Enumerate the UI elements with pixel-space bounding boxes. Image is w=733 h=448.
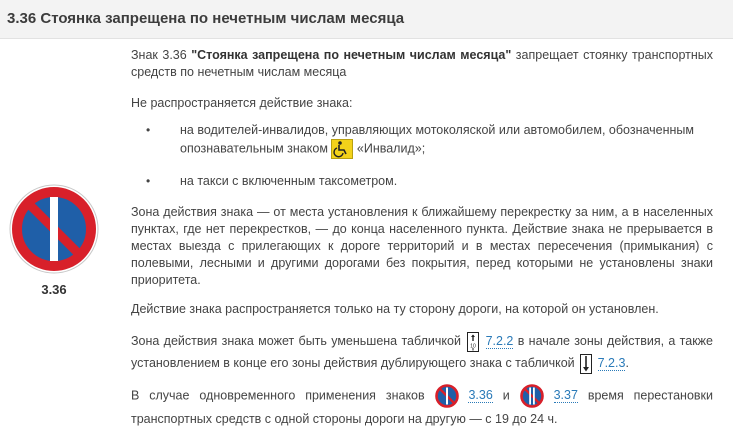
plate-7-2-2-icon xyxy=(467,332,479,352)
link-3-37[interactable]: 3.37 xyxy=(553,388,578,403)
main-sign-block xyxy=(8,183,100,297)
list-item xyxy=(131,173,713,190)
plate-number: 10 xyxy=(470,343,477,350)
reduce-text-3: . xyxy=(625,356,629,370)
bullet-icon: • xyxy=(146,123,151,137)
zone-paragraph: Зона действия знака — от места установления к ближайшему перекрестку за ним, а в населенных пунктах, где нет перекрестков, — до конца населенного пункта. Действие знака не прерывается в местах выезда с прилегающих к дороге территорий и в местах пересечения (примыкания) с полевыми, лесными и другими дорогами без покрытия, перед которыми не установлены знаки приоритета. xyxy=(131,205,713,287)
intro-paragraph xyxy=(131,47,713,81)
reduce-text-2: в начале зоны действия, а также установлением в конце его зоны действия дублирующего знака с табличкой xyxy=(131,334,713,370)
list-item xyxy=(131,122,713,159)
simul-text-3: время перестановки транспортных средств с одной стороны дороги на другую — с 19 до 24 ч. xyxy=(131,388,713,426)
simul-text-2: и xyxy=(492,388,520,403)
link-7-2-2[interactable]: 7.2.2 xyxy=(485,334,514,348)
page-title: 3.36 Стоянка запрещена по нечетным числам месяца xyxy=(7,10,405,27)
sign-name-bold: "Стоянка запрещена по нечетным числам месяца" xyxy=(191,48,512,62)
bullet-icon: • xyxy=(146,174,151,188)
no-parking-odd-days-sign-icon xyxy=(8,183,100,275)
scope-paragraph: Действие знака распространяется только на ту сторону дороги, на которой он установлен. xyxy=(131,302,659,316)
plate-7-2-3-icon xyxy=(580,354,592,374)
sign-caption: 3.36 xyxy=(41,282,67,297)
link-7-2-3[interactable]: 7.2.3 xyxy=(597,356,626,370)
main-content xyxy=(131,47,713,431)
sign-3-36-icon xyxy=(435,384,459,408)
reduce-paragraph xyxy=(131,330,713,374)
list-item-text: на такси с включенным таксометром. xyxy=(180,174,398,188)
not-applies-heading: Не распространяется действие знака: xyxy=(131,96,353,110)
intro-prefix: Знак 3.36 xyxy=(131,48,192,62)
list-item-text: на водителей-инвалидов, управляющих мотоколяской или автомобилем, обозначенным опознавательным знаком xyxy=(180,123,695,156)
sign-3-37-icon xyxy=(520,384,544,408)
simul-text-1: В случае одновременного применения знаков xyxy=(131,388,435,403)
link-3-36[interactable]: 3.36 xyxy=(468,388,493,403)
reduce-text-1: Зона действия знака может быть уменьшена табличкой xyxy=(131,334,466,348)
intro-suffix: запрещает стоянку транспортных средств по нечетным числам месяца xyxy=(131,48,713,79)
title-bar xyxy=(0,0,733,39)
disabled-person-icon xyxy=(331,139,353,159)
simultaneous-paragraph xyxy=(131,384,713,431)
exceptions-list xyxy=(131,122,713,190)
list-item-text-suffix: «Инвалид»; xyxy=(353,141,426,156)
